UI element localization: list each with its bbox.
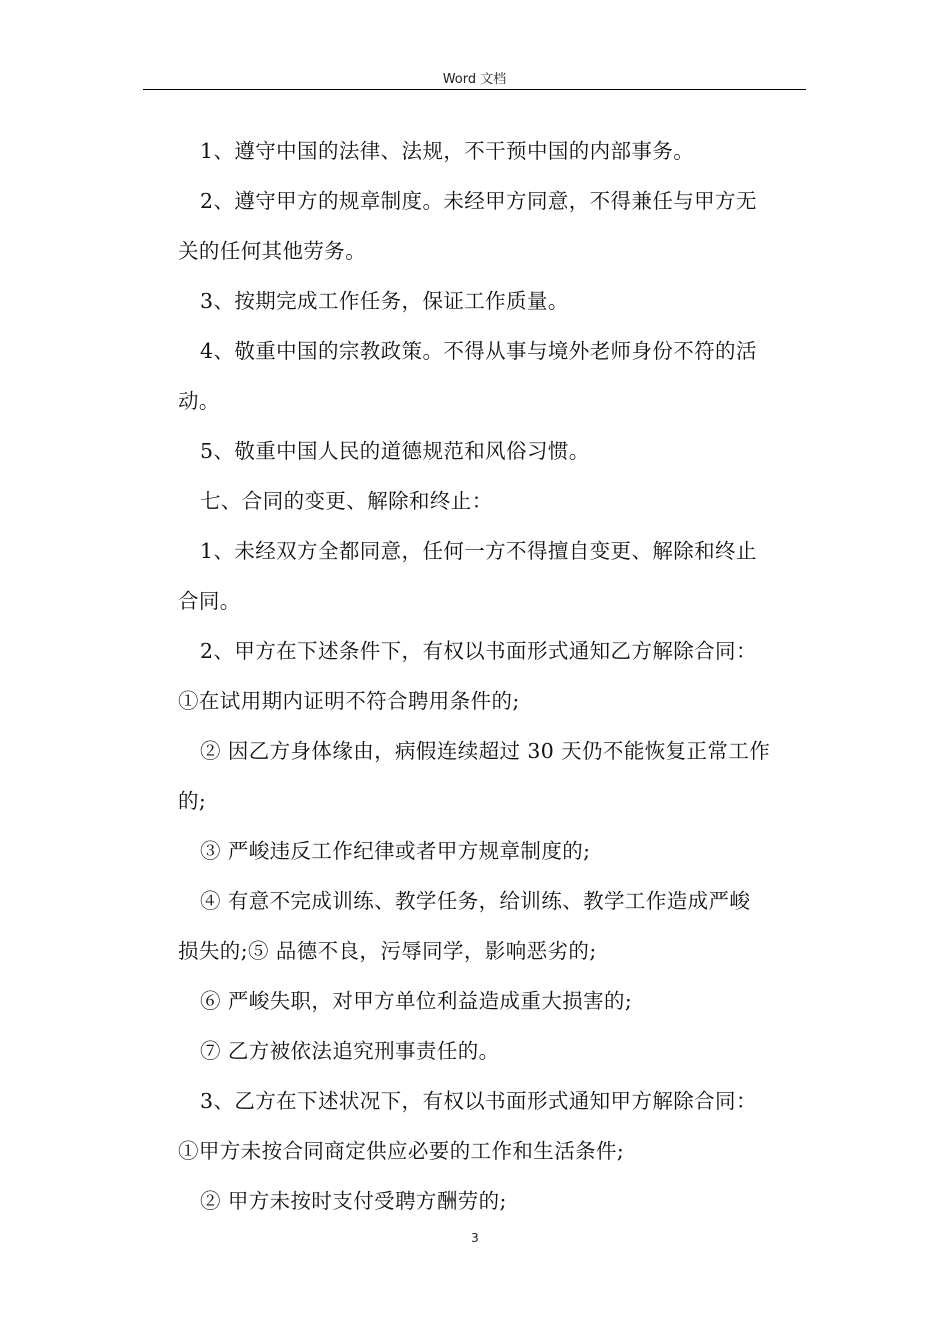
list-item: ①在试用期内证明不符合聘用条件的; — [178, 689, 520, 713]
paragraph-line: 5、敬重中国人民的道德规范和风俗习惯。 — [200, 439, 590, 463]
paragraph-line: 3、乙方在下述状况下，有权以书面形式通知甲方解除合同： — [200, 1089, 757, 1113]
paragraph-line: 合同。 — [178, 589, 241, 613]
list-item: ② 甲方未按时支付受聘方酬劳的; — [200, 1189, 507, 1213]
paragraph-line: 动。 — [178, 389, 220, 413]
paragraph-line: 1、未经双方全都同意，任何一方不得擅自变更、解除和终止 — [200, 539, 757, 563]
paragraph-line: 3、按期完成工作任务，保证工作质量。 — [200, 289, 569, 313]
paragraph-line: 的; — [178, 789, 207, 813]
paragraph-line: 4、敬重中国的宗教政策。不得从事与境外老师身份不符的活 — [200, 339, 757, 363]
section-heading: 七、合同的变更、解除和终止： — [200, 489, 493, 513]
list-item: ⑦ 乙方被依法追究刑事责任的。 — [200, 1039, 500, 1063]
paragraph-line: 关的任何其他劳务。 — [178, 239, 367, 263]
list-item: ② 因乙方身体缘由，病假连续超过 30 天仍不能恢复正常工作 — [200, 739, 771, 763]
list-item: ③ 严峻违反工作纪律或者甲方规章制度的; — [200, 839, 591, 863]
paragraph-line: 2、遵守甲方的规章制度。未经甲方同意，不得兼任与甲方无 — [200, 189, 757, 213]
paragraph-line: 1、遵守中国的法律、法规，不干预中国的内部事务。 — [200, 139, 695, 163]
document-body — [178, 126, 802, 1226]
list-item: 损失的;⑤ 品德不良，污辱同学，影响恶劣的; — [178, 939, 597, 963]
page-number: 3 — [471, 1231, 479, 1245]
list-item: ⑥ 严峻失职，对甲方单位利益造成重大损害的; — [200, 989, 633, 1013]
paragraph-line: 2、甲方在下述条件下，有权以书面形式通知乙方解除合同： — [200, 639, 757, 663]
page-header — [143, 0, 806, 90]
header-title: Word 文档 — [442, 72, 507, 87]
list-item: ④ 有意不完成训练、教学任务，给训练、教学工作造成严峻 — [200, 889, 751, 913]
list-item: ①甲方未按合同商定供应必要的工作和生活条件; — [178, 1139, 625, 1163]
